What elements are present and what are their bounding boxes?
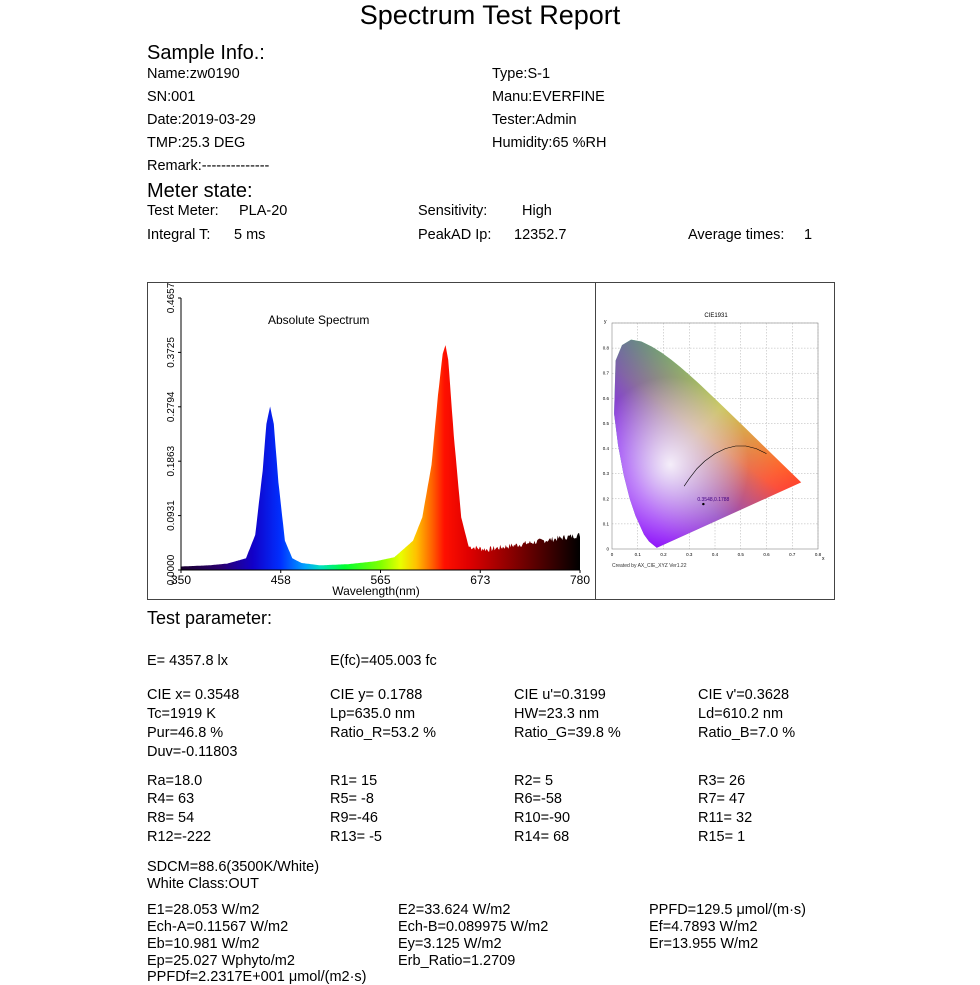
- param-r13: R13= -5: [330, 829, 382, 845]
- param-r5: R5= -8: [330, 791, 374, 807]
- spectrum-x-tick-label: 780: [569, 573, 591, 587]
- param-ratio-b: Ratio_B=7.0 %: [698, 725, 796, 741]
- param-hw: HW=23.3 nm: [514, 706, 600, 722]
- param-r7: R7= 47: [698, 791, 746, 807]
- test-meter-value: PLA-20: [239, 203, 288, 219]
- param-r11: R11= 32: [698, 810, 753, 826]
- cie-y-tick-label: 0.1: [602, 521, 609, 527]
- sample-remark: Remark:--------------: [147, 158, 270, 174]
- spectrum-y-tick-label: 0.0000: [166, 554, 177, 586]
- sensitivity-value: High: [522, 203, 552, 219]
- param-efc: E(fc)=405.003 fc: [330, 653, 437, 669]
- average-times-label: Average times:: [688, 227, 785, 243]
- sample-manu: Manu:EVERFINE: [492, 89, 605, 105]
- param-ppfd: PPFD=129.5 μmol/(m·s): [649, 902, 807, 918]
- spectrum-y-tick-label: 0.0931: [166, 500, 177, 531]
- param-cie-y: CIE y= 0.1788: [330, 687, 423, 703]
- sample-info-heading: Sample Info.:: [147, 42, 265, 64]
- average-times-value: 1: [804, 227, 813, 243]
- cie-point-label: 0.3548,0.1788: [697, 497, 730, 504]
- cie-y-tick-label: 0.3: [602, 471, 609, 477]
- spectrum-y-tick-label: 0.3725: [166, 337, 177, 368]
- param-er: Er=13.955 W/m2: [649, 936, 759, 952]
- cie-y-tick-label: 0.2: [602, 496, 609, 502]
- test-meter-label: Test Meter:: [147, 203, 219, 219]
- sample-humidity: Humidity:65 %RH: [492, 135, 607, 151]
- cie-locus-white: [614, 340, 801, 548]
- cie-x-tick-label: 0.1: [634, 552, 641, 557]
- param-sdcm: SDCM=88.6(3500K/White): [147, 859, 320, 875]
- param-cie-u: CIE u'=0.3199: [514, 687, 606, 703]
- param-cie-x: CIE x= 0.3548: [147, 687, 240, 703]
- spectrum-y-tick-label: 0.4657: [166, 283, 177, 314]
- cie-y-tick-label: 0.6: [602, 395, 609, 401]
- param-e1: E1=28.053 W/m2: [147, 902, 260, 918]
- param-r12: R12=-222: [147, 829, 212, 845]
- cie-y-tick-label: 0: [606, 546, 609, 552]
- cie-x-tick-label: 0.3: [686, 552, 693, 557]
- cie-title: CIE1931: [704, 313, 728, 319]
- peakad-label: PeakAD Ip:: [418, 227, 492, 243]
- spectrum-area: [181, 345, 580, 570]
- cie-x-tick-label: 0.4: [711, 552, 719, 557]
- param-r6: R6=-58: [514, 791, 562, 807]
- spectrum-xlabel: Wavelength(nm): [332, 584, 420, 598]
- sample-type: Type:S-1: [492, 66, 551, 82]
- param-cie-v: CIE v'=0.3628: [698, 687, 790, 703]
- spectrum-y-tick-label: 0.2794: [166, 391, 177, 423]
- cie-sample-point: [702, 503, 704, 505]
- cie-x-tick-label: 0.5: [737, 552, 744, 557]
- param-pur: Pur=46.8 %: [147, 725, 224, 741]
- param-r14: R14= 68: [514, 829, 570, 845]
- cie-x-tick-label: 0.7: [789, 552, 796, 557]
- param-ld: Ld=610.2 nm: [698, 706, 784, 722]
- param-lp: Lp=635.0 nm: [330, 706, 416, 722]
- param-r2: R2= 5: [514, 773, 554, 789]
- sample-tester: Tester:Admin: [492, 112, 577, 128]
- param-ratio-g: Ratio_G=39.8 %: [514, 725, 621, 741]
- sample-date: Date:2019-03-29: [147, 112, 256, 128]
- meter-state-heading: Meter state:: [147, 180, 253, 202]
- param-white-class: White Class:OUT: [147, 876, 259, 892]
- spectrum-chart: [148, 283, 595, 599]
- param-r10: R10=-90: [514, 810, 571, 826]
- integral-value: 5 ms: [234, 227, 266, 243]
- spectrum-title: Absolute Spectrum: [268, 313, 370, 327]
- charts-frame: [147, 282, 835, 600]
- cie-x-tick-label: 0.2: [660, 552, 667, 557]
- cie-y-tick-label: 0.8: [602, 345, 609, 351]
- spectrum-x-tick-label: 565: [370, 573, 391, 587]
- cie-y-tick-label: 0.7: [602, 370, 609, 376]
- param-tc: Tc=1919 K: [147, 706, 216, 722]
- param-ech-a: Ech-A=0.11567 W/m2: [147, 919, 289, 935]
- cie-y-axis-label: y: [604, 319, 607, 325]
- cie-x-tick-label: 0.6: [763, 552, 770, 557]
- peakad-value: 12352.7: [514, 227, 567, 243]
- cie-x-tick-label: 0.8: [814, 552, 822, 557]
- cie-x-axis-label: x: [822, 556, 825, 562]
- sample-name: Name:zw0190: [147, 66, 240, 82]
- param-ra: Ra=18.0: [147, 773, 203, 789]
- cie-y-tick-label: 0.4: [602, 446, 609, 452]
- param-r1: R1= 15: [330, 773, 378, 789]
- param-eb: Eb=10.981 W/m2: [147, 936, 260, 952]
- param-ey: Ey=3.125 W/m2: [398, 936, 502, 952]
- test-parameter-heading: Test parameter:: [147, 608, 273, 628]
- param-duv: Duv=-0.11803: [147, 744, 238, 760]
- param-ef: Ef=4.7893 W/m2: [649, 919, 758, 935]
- report-title: Spectrum Test Report: [359, 0, 621, 30]
- sensitivity-label: Sensitivity:: [418, 203, 488, 219]
- param-r9: R9=-46: [330, 810, 378, 826]
- param-erb-ratio: Erb_Ratio=1.2709: [398, 953, 516, 969]
- spectrum-x-tick-label: 458: [270, 573, 291, 587]
- cie-x-tick-label: 0: [610, 552, 614, 557]
- cie1931-chart: [596, 283, 836, 599]
- param-e: E= 4357.8 lx: [147, 653, 229, 669]
- sample-tmp: TMP:25.3 DEG: [147, 135, 246, 151]
- param-r15: R15= 1: [698, 829, 746, 845]
- param-e2: E2=33.624 W/m2: [398, 902, 511, 918]
- param-r3: R3= 26: [698, 773, 746, 789]
- param-ppfdf: PPFDf=2.2317E+001 μmol/(m2·s): [147, 969, 367, 985]
- param-ech-b: Ech-B=0.089975 W/m2: [398, 919, 549, 935]
- spectrum-x-tick-label: 350: [170, 573, 192, 587]
- cie-y-tick-label: 0.5: [602, 420, 609, 426]
- param-ratio-r: Ratio_R=53.2 %: [330, 725, 436, 741]
- cie-footnote: Created by AX_CIE_XYZ Ver1.22: [612, 563, 687, 569]
- param-r8: R8= 54: [147, 810, 195, 826]
- spectrum-y-tick-label: 0.1863: [166, 445, 177, 477]
- integral-label: Integral T:: [147, 227, 211, 243]
- param-ep: Ep=25.027 Wphyto/m2: [147, 953, 295, 969]
- param-r4: R4= 63: [147, 791, 195, 807]
- sample-sn: SN:001: [147, 89, 196, 105]
- spectrum-x-tick-label: 673: [470, 573, 491, 587]
